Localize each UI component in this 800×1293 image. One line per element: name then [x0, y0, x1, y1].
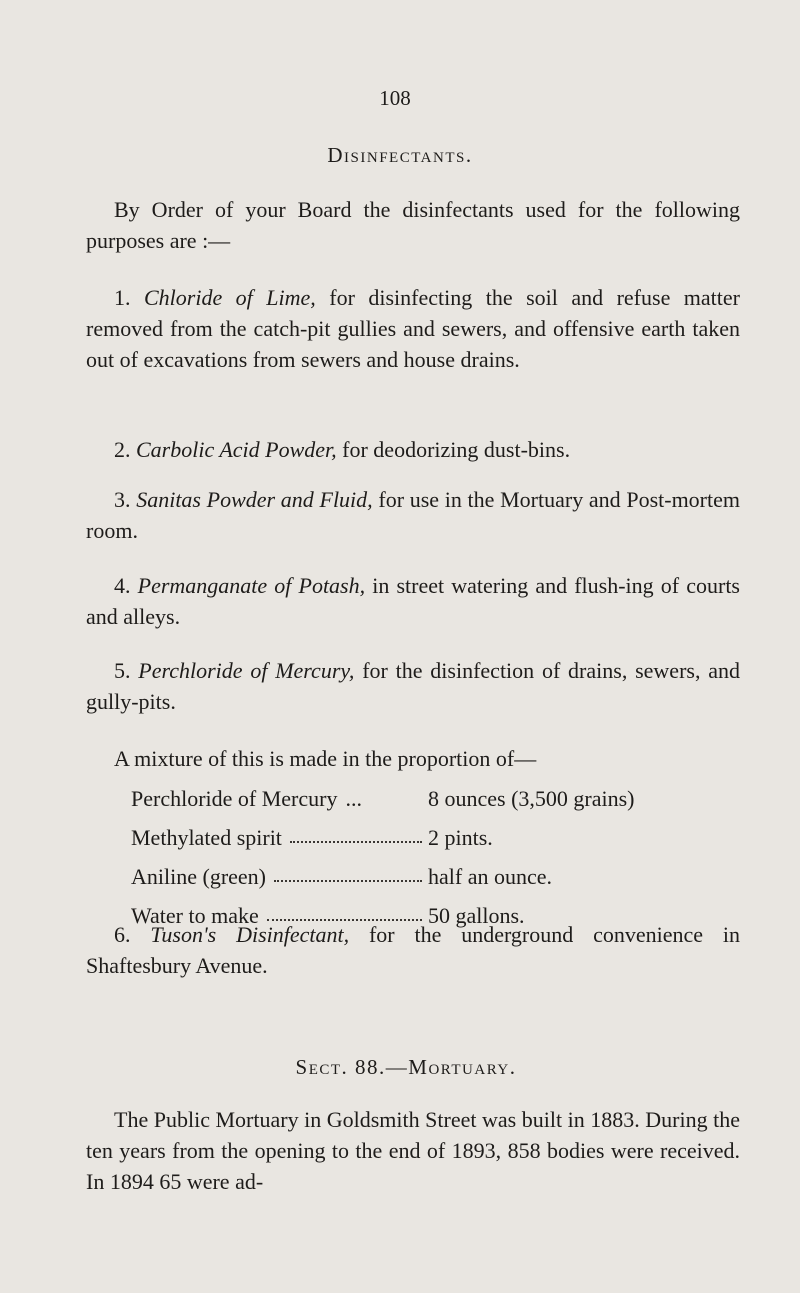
disinfectant-item-4 — [86, 570, 740, 632]
intro-paragraph: By Order of your Board the disinfectants used for the following purposes are :— — [86, 197, 740, 253]
ingredient-name: Aniline (green) — [131, 864, 266, 889]
ingredient-quantity: 2 pints. — [428, 825, 493, 850]
item-number: 3. — [114, 487, 131, 512]
item-number: 2. — [114, 437, 131, 462]
disinfectant-item-1 — [86, 282, 740, 375]
section-title-disinfectants: Disinfectants. — [327, 143, 473, 167]
disinfectant-purpose: for deodorizing dust-bins. — [336, 437, 571, 462]
disinfectant-name: Tuson's Disinfectant, — [150, 922, 350, 947]
section-title-mortuary: Sect. 88.—Mortuary. — [295, 1055, 517, 1079]
dot-leader — [274, 879, 422, 882]
disinfectant-purpose: for the disinfection of drains, sewers, and gully-pits. — [86, 658, 741, 714]
ingredient-quantity: half an ounce. — [428, 864, 552, 889]
ingredient-cell — [131, 825, 428, 851]
item-number: 1. — [114, 285, 131, 310]
disinfectant-purpose: for use in the Mortuary and Post-mortem room. — [86, 487, 741, 543]
ingredient-quantity: 8 ounces (3,500 grains) — [428, 786, 635, 811]
dot-leader — [290, 840, 422, 843]
ingredient-name: Methylated spirit — [131, 825, 282, 850]
disinfectant-name: Carbolic Acid Powder, — [136, 437, 337, 462]
mortuary-paragraph: The Public Mortuary in Goldsmith Street was built in 1883. During the ten years from the opening to the end of 1893, 858 bodies were received. In 1894 65 were ad- — [86, 1107, 740, 1194]
ingredient-leader: ... — [345, 786, 362, 811]
ingredient-quantity: 50 gallons. — [428, 903, 525, 928]
mixture-row — [131, 825, 731, 864]
ingredient-name: Perchloride of Mercury — [131, 786, 338, 811]
disinfectant-item-2 — [86, 434, 740, 465]
disinfectant-name: Chloride of Lime, — [143, 285, 316, 310]
mixture-intro: A mixture of this is made in the proportion of— — [114, 746, 537, 771]
item-number: 4. — [114, 573, 131, 598]
mixture-row — [131, 864, 731, 903]
disinfectant-item-6 — [86, 919, 740, 981]
ingredient-name: Water to make — [131, 903, 259, 928]
page-number: 108 — [379, 86, 411, 110]
mixture-row — [131, 786, 731, 825]
disinfectant-purpose: in street watering and flush-ing of courts and alleys. — [86, 573, 740, 629]
ingredient-cell — [131, 864, 428, 890]
disinfectant-purpose: for disinfecting the soil and refuse matter removed from the catch-pit gullies and sewers, and offensive earth taken out of excavations from sewers and house drains. — [86, 285, 740, 372]
disinfectant-item-3 — [86, 484, 740, 546]
disinfectant-name: Permanganate of Potash, — [137, 573, 366, 598]
disinfectant-name: Sanitas Powder and Fluid, — [136, 487, 373, 512]
disinfectant-purpose: for the underground convenience in Shaftesbury Avenue. — [86, 922, 740, 978]
disinfectant-item-5 — [86, 655, 740, 717]
item-number: 6. — [114, 922, 131, 947]
item-number: 5. — [114, 658, 131, 683]
disinfectant-name: Perchloride of Mercury, — [138, 658, 355, 683]
ingredient-cell — [131, 786, 428, 812]
